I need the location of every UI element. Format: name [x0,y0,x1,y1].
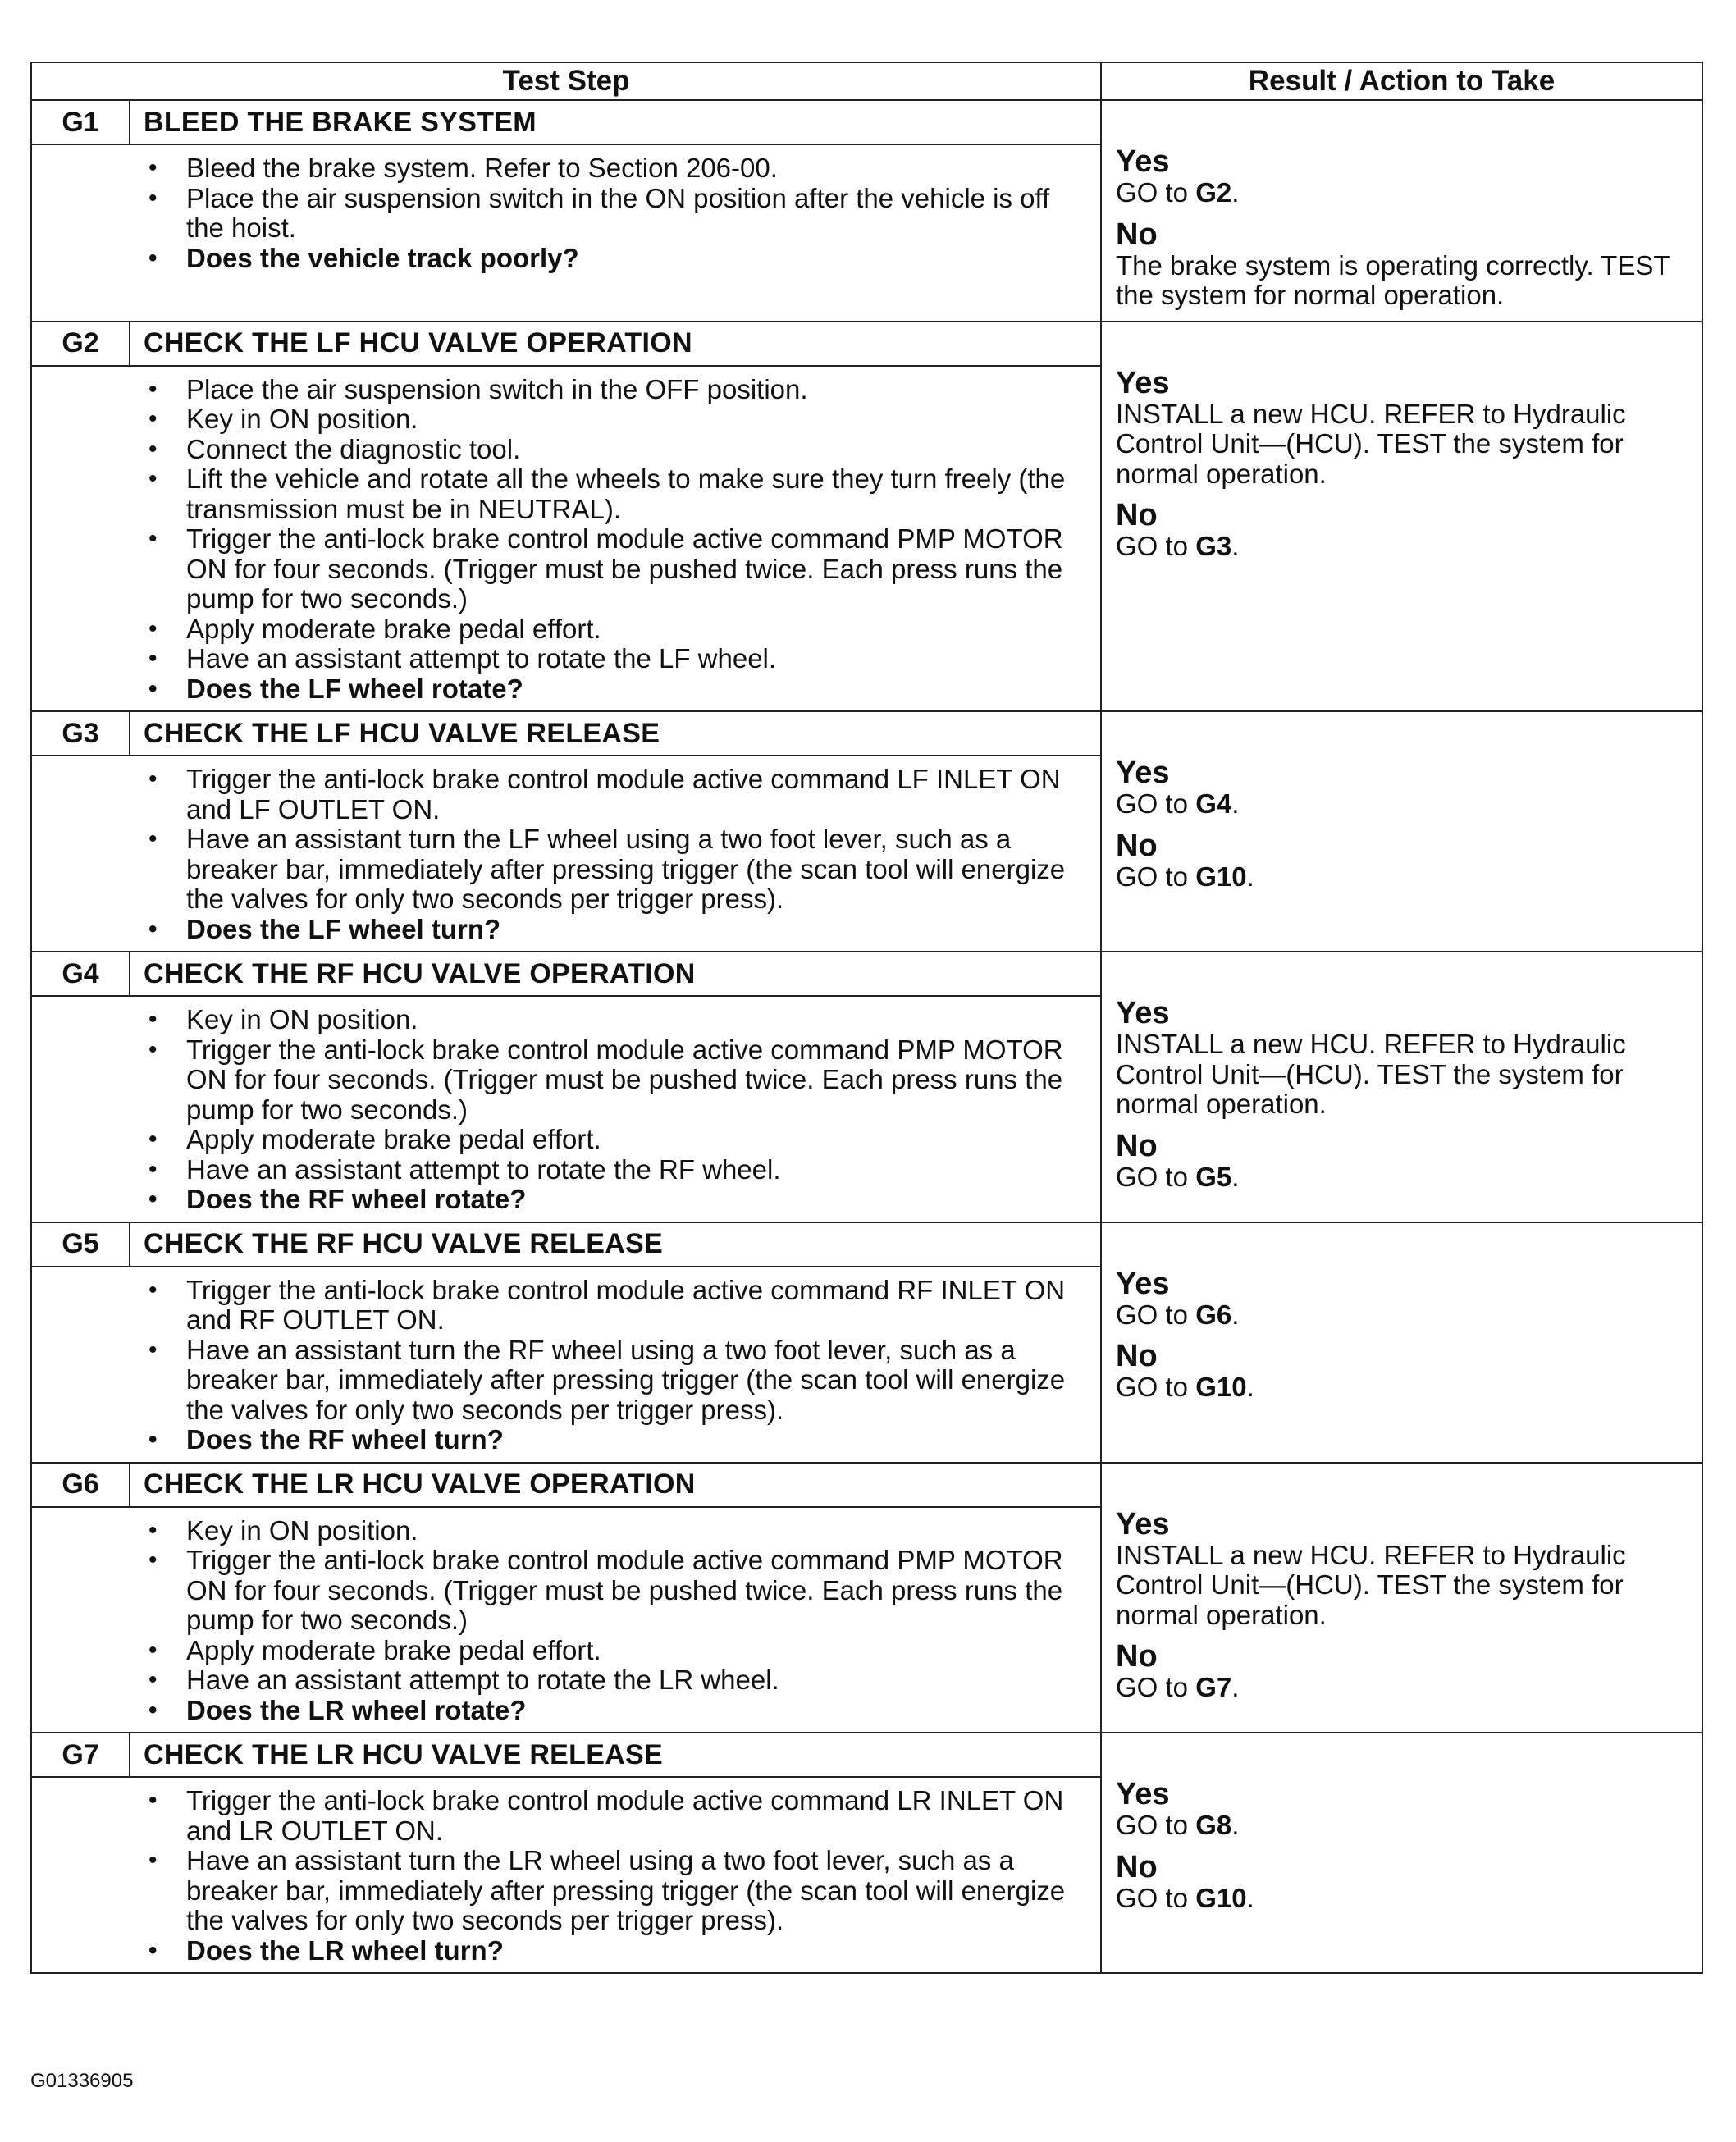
step-instructions [31,1777,1101,1973]
yes-action [1116,1541,1702,1631]
list-item: • Lift the vehicle and rotate all the wheels to make sure they turn freely (the transmission must be in NEUTRAL). [32,464,1084,524]
list-item: • Apply moderate brake pedal effort. [32,614,1084,645]
step-instructions [31,366,1101,712]
list-item: • Does the LF wheel turn? [32,915,1084,945]
no-step-ref: G10 [1195,861,1247,892]
list-item: • Bleed the brake system. Refer to Section 206-00. [32,153,1084,184]
test-step-header: Test Step [31,62,1101,100]
list-item: • Place the air suspension switch in the ON position after the vehicle is off the hoist. [32,184,1084,244]
yes-step-ref: G6 [1195,1299,1232,1330]
yes-action [1116,400,1702,490]
step-title-row [31,1463,1702,1507]
step-title: CHECK THE LF HCU VALVE OPERATION [130,322,1101,366]
pinpoint-test-table [30,62,1703,1974]
test-steps-body [31,100,1702,1973]
step-result-cell [1101,1463,1702,1733]
step-instructions [31,996,1101,1222]
no-step-ref: G3 [1195,531,1232,561]
step-id: G5 [31,1222,130,1267]
no-label: No [1116,498,1158,532]
instruction-list [32,997,1100,1222]
no-label: No [1116,1639,1158,1674]
list-item: • Does the vehicle track poorly? [32,244,1084,274]
instruction-list [32,145,1100,280]
no-step-ref: G10 [1195,1372,1247,1402]
list-item: • Have an assistant turn the LF wheel using a two foot lever, such as a breaker bar, immediately after pressing trigger (the scan tool will energize the valves for only two seconds per trigger press). [32,824,1084,915]
result-action-header: Result / Action to Take [1101,62,1702,100]
no-action-text: The brake system is operating correctly. TEST the system for normal operation. [1116,249,1670,310]
step-title-row [31,711,1702,756]
list-item: • Does the LR wheel turn? [32,1936,1084,1966]
instruction-list [32,367,1100,711]
yes-label: Yes [1116,1777,1170,1811]
step-instructions [31,756,1101,952]
step-title: CHECK THE RF HCU VALVE OPERATION [130,952,1101,996]
no-step-ref: G10 [1195,1882,1247,1913]
yes-action-text: INSTALL a new HCU. REFER to Hydraulic Control Unit—(HCU). TEST the system for normal operation. [1116,1029,1626,1119]
step-id: G2 [31,322,130,366]
yes-action-text: INSTALL a new HCU. REFER to Hydraulic Control Unit—(HCU). TEST the system for normal operation. [1116,398,1626,489]
instruction-list [32,1508,1100,1733]
list-item: • Trigger the anti-lock brake control module active command LF INLET ON and LF OUTLET ON. [32,765,1084,824]
no-action [1116,251,1702,311]
no-action-text: GO to [1116,1672,1196,1702]
step-id: G7 [31,1733,130,1777]
step-result-cell [1101,1733,1702,1973]
no-label: No [1116,217,1158,252]
no-action-text: GO to [1116,531,1196,561]
yes-label: Yes [1116,144,1170,179]
no-action-end: . [1231,1672,1240,1702]
no-step-ref: G7 [1195,1672,1232,1702]
no-action-text: GO to [1116,1161,1196,1192]
list-item: • Trigger the anti-lock brake control module active command LR INLET ON and LR OUTLET ON. [32,1786,1084,1846]
yes-label: Yes [1116,1506,1170,1541]
list-item: • Trigger the anti-lock brake control module active command PMP MOTOR ON for four seconds. (Trigger must be pushed twice. Each press runs the pump for two seconds.) [32,524,1084,614]
yes-step-ref: G2 [1195,177,1232,208]
step-result-cell [1101,1222,1702,1463]
figure-code: G01336905 [30,2070,134,2092]
step-id: G4 [31,952,130,996]
list-item: • Does the LR wheel rotate? [32,1696,1084,1726]
table-header-row [31,62,1702,100]
list-item: • Trigger the anti-lock brake control module active command PMP MOTOR ON for four seconds. (Trigger must be pushed twice. Each press runs the pump for two seconds.) [32,1546,1084,1636]
step-id: G3 [31,711,130,756]
step-instructions [31,1267,1101,1463]
no-action-text: GO to [1116,1372,1196,1402]
list-item: • Key in ON position. [32,1005,1084,1035]
no-action-text: GO to [1116,1882,1196,1913]
step-title-row [31,1222,1702,1267]
step-title-row [31,952,1702,996]
list-item: • Have an assistant attempt to rotate the LF wheel. [32,644,1084,674]
step-title: CHECK THE RF HCU VALVE RELEASE [130,1222,1101,1267]
list-item: • Apply moderate brake pedal effort. [32,1125,1084,1155]
step-title: CHECK THE LR HCU VALVE OPERATION [130,1463,1101,1507]
yes-step-ref: G8 [1195,1810,1232,1840]
list-item: • Have an assistant attempt to rotate the RF wheel. [32,1155,1084,1185]
no-action [1116,532,1702,562]
yes-label: Yes [1116,996,1170,1030]
no-label: No [1116,1339,1158,1373]
step-title-row [31,322,1702,366]
list-item: • Trigger the anti-lock brake control module active command RF INLET ON and RF OUTLET ON. [32,1276,1084,1336]
step-instructions [31,144,1101,322]
yes-action-text: GO to [1116,1299,1196,1330]
list-item: • Key in ON position. [32,404,1084,435]
yes-label: Yes [1116,365,1170,400]
yes-action [1116,1300,1702,1331]
no-action [1116,1372,1702,1403]
no-action [1116,1884,1702,1914]
step-title-row [31,100,1702,144]
yes-action-text: GO to [1116,1810,1196,1840]
yes-label: Yes [1116,756,1170,790]
instruction-list [32,756,1100,951]
yes-action-end: . [1231,1810,1240,1840]
yes-action [1116,789,1702,820]
step-id: G1 [31,100,130,144]
no-action [1116,1162,1702,1193]
instruction-list [32,1267,1100,1462]
yes-action-text: GO to [1116,177,1196,208]
list-item: • Does the LF wheel rotate? [32,674,1084,705]
list-item: • Place the air suspension switch in the OFF position. [32,375,1084,405]
step-id: G6 [31,1463,130,1507]
yes-action [1116,178,1702,208]
list-item: • Have an assistant attempt to rotate the LR wheel. [32,1665,1084,1696]
step-title: BLEED THE BRAKE SYSTEM [130,100,1101,144]
step-instructions [31,1507,1101,1733]
step-result-cell [1101,711,1702,952]
list-item: • Key in ON position. [32,1516,1084,1546]
no-action-end: . [1246,1372,1254,1402]
list-item: • Trigger the anti-lock brake control module active command PMP MOTOR ON for four seconds. (Trigger must be pushed twice. Each press runs the pump for two seconds.) [32,1035,1084,1126]
no-action-end: . [1246,1882,1254,1913]
yes-action-text: GO to [1116,788,1196,819]
step-result-cell [1101,322,1702,712]
step-result-cell [1101,100,1702,322]
no-label: No [1116,1849,1158,1884]
diagnostic-test-document [30,62,1702,1974]
list-item: • Does the RF wheel rotate? [32,1185,1084,1215]
no-action-end: . [1246,861,1254,892]
list-item: • Apply moderate brake pedal effort. [32,1636,1084,1666]
no-action-end: . [1231,1161,1240,1192]
list-item: • Have an assistant turn the LR wheel using a two foot lever, such as a breaker bar, immediately after pressing trigger (the scan tool will energize the valves for only two seconds per trigger press). [32,1846,1084,1936]
step-title-row [31,1733,1702,1777]
step-title: CHECK THE LF HCU VALVE RELEASE [130,711,1101,756]
yes-action [1116,1030,1702,1120]
no-label: No [1116,1128,1158,1163]
instruction-list [32,1778,1100,1972]
yes-label: Yes [1116,1266,1170,1301]
list-item: • Connect the diagnostic tool. [32,435,1084,465]
yes-action [1116,1811,1702,1841]
no-action-text: GO to [1116,861,1196,892]
no-action [1116,1673,1702,1703]
no-label: No [1116,828,1158,863]
no-step-ref: G5 [1195,1161,1232,1192]
yes-action-end: . [1231,788,1240,819]
no-action [1116,862,1702,893]
list-item: • Does the RF wheel turn? [32,1425,1084,1455]
yes-step-ref: G4 [1195,788,1232,819]
yes-action-text: INSTALL a new HCU. REFER to Hydraulic Control Unit—(HCU). TEST the system for normal operation. [1116,1539,1626,1630]
step-result-cell [1101,952,1702,1222]
list-item: • Have an assistant turn the RF wheel using a two foot lever, such as a breaker bar, immediately after pressing trigger (the scan tool will energize the valves for only two seconds per trigger press). [32,1336,1084,1426]
yes-action-end: . [1231,1299,1240,1330]
no-action-end: . [1231,531,1240,561]
yes-action-end: . [1231,177,1240,208]
step-title: CHECK THE LR HCU VALVE RELEASE [130,1733,1101,1777]
